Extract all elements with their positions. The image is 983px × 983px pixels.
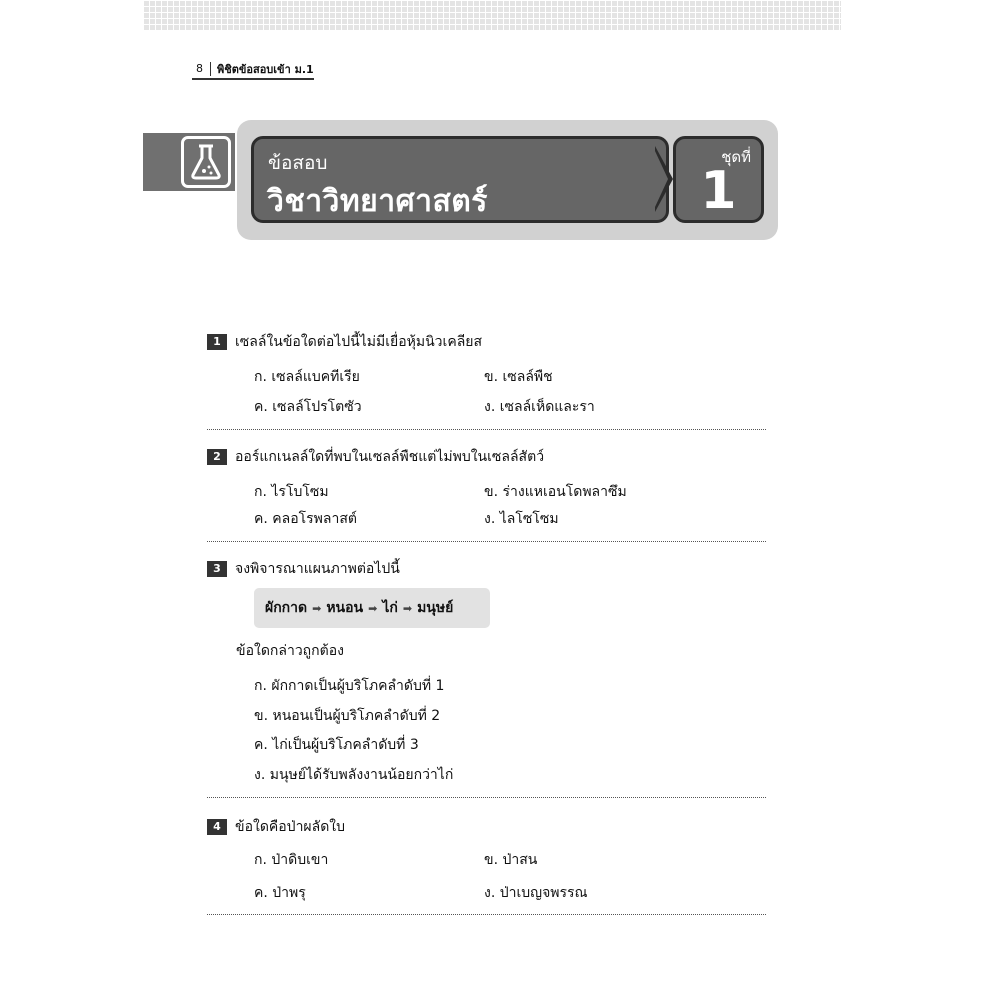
chain-item: มนุษย์	[417, 600, 454, 616]
set-label: ชุดที่	[721, 148, 751, 166]
separator	[207, 797, 766, 798]
option: ค. ป่าพรุ	[254, 885, 306, 901]
question-text: จงพิจารณาแผนภาพต่อไปนี้	[235, 561, 400, 577]
question-text: ออร์แกเนลล์ใดที่พบในเซลล์พืชแต่ไม่พบในเซลล์สัตว์	[235, 449, 545, 465]
option: ง. ไลโซโซม	[484, 511, 559, 527]
set-number-box	[673, 136, 764, 223]
option: ง. มนุษย์ได้รับพลังงานน้อยกว่าไก่	[254, 767, 454, 783]
separator	[207, 429, 766, 430]
question-number: 2	[207, 449, 227, 465]
question-number: 1	[207, 334, 227, 350]
option: ค. คลอโรพลาสต์	[254, 511, 357, 527]
arrow-right-icon: ➡	[402, 601, 413, 615]
chain-item: ผักกาด	[265, 600, 308, 616]
page-number: 8	[192, 62, 211, 76]
option: ค. ไก่เป็นผู้บริโภคลำดับที่ 3	[254, 737, 419, 753]
option: ก. ป่าดิบเขา	[254, 852, 329, 868]
separator	[207, 541, 766, 542]
question-prompt: ข้อใดกล่าวถูกต้อง	[236, 643, 344, 659]
option: ก. เซลล์แบคทีเรีย	[254, 369, 360, 385]
arrow-right-icon: ➡	[312, 601, 322, 615]
question-1	[207, 331, 482, 353]
arrow-right-icon: ➡	[368, 601, 378, 615]
option: ก. ไรโบโซม	[254, 484, 329, 500]
option: ง. ป่าเบญจพรรณ	[484, 885, 588, 901]
option: ข. หนอนเป็นผู้บริโภคลำดับที่ 2	[254, 708, 441, 724]
chain-item: ไก่	[382, 600, 398, 616]
question-number: 3	[207, 561, 227, 577]
question-text: ข้อใดคือป่าผลัดใบ	[235, 819, 346, 835]
option: ข. ร่างแหเอนโดพลาซึม	[484, 484, 627, 500]
running-header	[192, 60, 314, 80]
question-text: เซลล์ในข้อใดต่อไปนี้ไม่มีเยื่อหุ้มนิวเคลียส	[235, 334, 483, 350]
question-3	[207, 558, 400, 580]
question-2	[207, 446, 544, 468]
separator	[207, 914, 766, 915]
banner-title: วิชาวิทยาศาสตร์	[267, 184, 488, 219]
header-pattern	[143, 0, 841, 31]
option: ง. เซลล์เห็ดและรา	[484, 399, 595, 415]
option: ข. ป่าสน	[484, 852, 538, 868]
food-chain-diagram	[254, 588, 490, 628]
option: ก. ผักกาดเป็นผู้บริโภคลำดับที่ 1	[254, 678, 445, 694]
set-number: 1	[700, 161, 737, 221]
option: ข. เซลล์พืช	[484, 369, 553, 385]
banner-subtitle: ข้อสอบ	[268, 152, 328, 174]
question-number: 4	[207, 819, 227, 835]
book-title: พิชิตข้อสอบเข้า ม.1	[217, 63, 314, 76]
option: ค. เซลล์โปรโตซัว	[254, 399, 362, 415]
question-4	[207, 816, 345, 838]
banner-arrow-fill	[655, 151, 668, 207]
flask-icon	[181, 136, 231, 188]
chain-item: หนอน	[326, 600, 364, 616]
banner-title-box	[251, 136, 669, 223]
